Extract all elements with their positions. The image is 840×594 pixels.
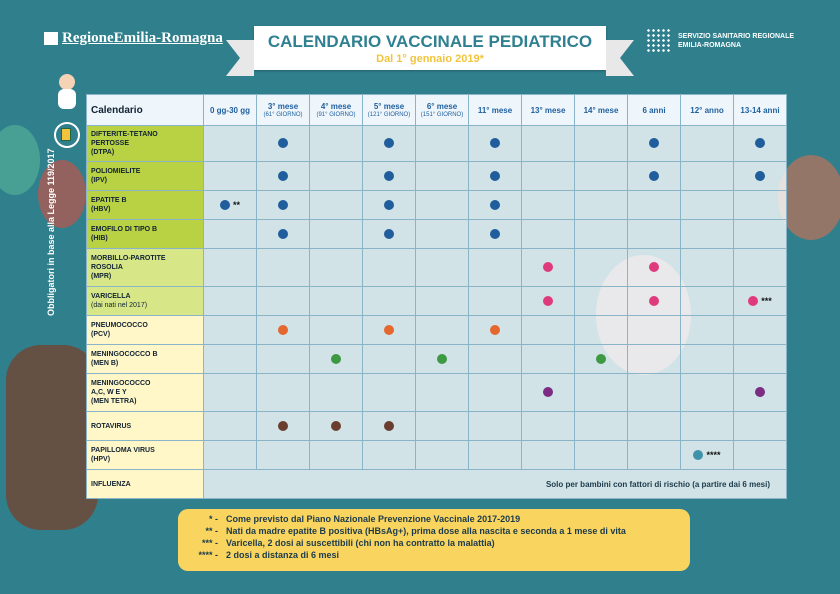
- region-logo-text: RegioneEmilia-Romagna: [62, 30, 223, 46]
- dose-dot: [384, 171, 394, 181]
- schedule-cell: [628, 287, 681, 316]
- schedule-cell: [469, 162, 522, 191]
- schedule-cell: [681, 374, 734, 412]
- schedule-cell: [363, 316, 416, 345]
- schedule-cell: [628, 249, 681, 287]
- column-label: 4° mese: [320, 102, 352, 111]
- vaccine-name-line: (HPV): [91, 456, 111, 463]
- schedule-cell: [628, 126, 681, 162]
- vaccine-name-cell: [87, 220, 204, 249]
- dose-dot: [490, 229, 500, 239]
- schedule-cell: [575, 287, 628, 316]
- vaccine-name-line: ROTAVIRUS: [91, 422, 132, 430]
- vaccine-name-line: POLIOMIELITE: [91, 168, 141, 175]
- vaccine-name-cell: [87, 287, 204, 316]
- vaccine-name-line: INFLUENZA: [91, 480, 131, 488]
- schedule-cell: [363, 162, 416, 191]
- schedule-cell: [734, 441, 787, 470]
- vaccine-name-line: EPATITE B: [91, 197, 127, 204]
- mandatory-law-label: Obbligatori in base alla Legge 119/2017: [46, 148, 56, 316]
- schedule-cell: [522, 191, 575, 220]
- schedule-cell: [522, 249, 575, 287]
- vaccine-name-line: A,C, W E Y: [91, 389, 127, 396]
- dose-dot: [490, 138, 500, 148]
- schedule-cell: [204, 287, 257, 316]
- vaccine-name-line: VARICELLA: [91, 293, 131, 300]
- schedule-cell: [575, 412, 628, 441]
- schedule-cell: [257, 249, 310, 287]
- health-service-icon: [646, 28, 672, 54]
- column-header-3: [363, 95, 416, 126]
- influenza-note: Solo per bambini con fattori di rischio (a partire dai 6 mesi): [204, 470, 787, 499]
- region-logo: [44, 30, 223, 47]
- vaccine-name-cell: [87, 470, 204, 499]
- table-row: [87, 316, 787, 345]
- schedule-cell: [310, 412, 363, 441]
- note-text: Nati da madre epatite B positiva (HBsAg+), prima dose alla nascita e seconda a 1 mese di vita: [226, 526, 626, 536]
- schedule-cell: [363, 249, 416, 287]
- vaccine-name-line: (HIB): [91, 235, 108, 242]
- health-service-line-1: SERVIZIO SANITARIO REGIONALE: [678, 33, 795, 40]
- health-service-line-2: EMILIA-ROMAGNA: [678, 42, 741, 49]
- schedule-cell: [469, 126, 522, 162]
- vaccine-name-line: EMOFILO DI TIPO B: [91, 226, 158, 233]
- column-label: 3° mese: [267, 102, 299, 111]
- schedule-cell: [257, 126, 310, 162]
- dose-dot: [278, 229, 288, 239]
- table-header-row: [87, 95, 787, 126]
- schedule-cell: [575, 249, 628, 287]
- schedule-cell: [575, 345, 628, 374]
- note-symbol: *** -: [201, 538, 218, 548]
- dose-dot: [384, 421, 394, 431]
- dose-dot: [278, 421, 288, 431]
- dose-dot: [693, 450, 703, 460]
- schedule-cell: [628, 441, 681, 470]
- schedule-cell: [204, 345, 257, 374]
- dose-dot: [331, 354, 341, 364]
- vaccine-name-line: PERTOSSE: [91, 140, 129, 147]
- schedule-cell: [416, 249, 469, 287]
- calendar-header: Calendario: [87, 95, 204, 126]
- schedule-cell: [257, 345, 310, 374]
- dose-dot: [384, 138, 394, 148]
- table-row: [87, 287, 787, 316]
- dose-dot: [755, 138, 765, 148]
- schedule-cell: [734, 412, 787, 441]
- vaccine-name-line: (MEN B): [91, 360, 119, 367]
- vaccine-name-line: (DTPA): [91, 149, 115, 156]
- schedule-cell: [469, 374, 522, 412]
- baby-icon: [56, 74, 78, 110]
- dose-dot: [649, 296, 659, 306]
- vaccine-name-cell: [87, 374, 204, 412]
- schedule-cell: [257, 287, 310, 316]
- schedule-cell: [416, 345, 469, 374]
- schedule-cell: [628, 191, 681, 220]
- table-row: [87, 441, 787, 470]
- schedule-cell: [734, 249, 787, 287]
- schedule-cell: [204, 220, 257, 249]
- schedule-cell: [734, 126, 787, 162]
- column-header-8: [628, 95, 681, 126]
- schedule-cell: [257, 412, 310, 441]
- footnote-mark: ***: [761, 295, 772, 306]
- dose-dot: [755, 387, 765, 397]
- schedule-cell: [416, 374, 469, 412]
- schedule-cell: [681, 162, 734, 191]
- schedule-cell: [575, 162, 628, 191]
- vaccine-name-line: (dai nati nel 2017): [91, 302, 148, 309]
- vaccine-name-cell: [87, 345, 204, 374]
- schedule-cell: [734, 191, 787, 220]
- page-title: CALENDARIO VACCINALE PEDIATRICO: [267, 32, 593, 51]
- note-symbol: ** -: [205, 526, 218, 536]
- schedule-cell: [204, 316, 257, 345]
- dose-dot: [437, 354, 447, 364]
- schedule-cell: [575, 126, 628, 162]
- note-row: [188, 513, 680, 525]
- schedule-cell: [363, 345, 416, 374]
- table-row: [87, 191, 787, 220]
- dose-dot: [278, 138, 288, 148]
- schedule-cell: [681, 316, 734, 345]
- schedule-cell: [628, 345, 681, 374]
- schedule-cell: [469, 316, 522, 345]
- schedule-cell: [522, 162, 575, 191]
- schedule-cell: [257, 162, 310, 191]
- schedule-cell: [363, 441, 416, 470]
- dose-dot: [220, 200, 230, 210]
- vaccine-name-line: ROSOLIA: [91, 264, 123, 271]
- footnote-mark: ****: [706, 449, 721, 460]
- schedule-cell: [416, 191, 469, 220]
- table-row: [87, 249, 787, 287]
- column-header-7: [575, 95, 628, 126]
- table-row: [87, 412, 787, 441]
- column-label: 5° mese: [373, 102, 405, 111]
- schedule-cell: [469, 249, 522, 287]
- column-label: 14° mese: [583, 105, 619, 115]
- vaccine-name-cell: [87, 249, 204, 287]
- dose-dot: [384, 200, 394, 210]
- schedule-cell: [681, 287, 734, 316]
- schedule-cell: [416, 220, 469, 249]
- vaccine-name-cell: [87, 126, 204, 162]
- schedule-cell: [734, 374, 787, 412]
- column-header-9: [681, 95, 734, 126]
- table-row: [87, 162, 787, 191]
- schedule-cell: [310, 287, 363, 316]
- background-balloon-orange: [778, 155, 840, 240]
- side-icons: [54, 74, 80, 148]
- schedule-cell: [310, 220, 363, 249]
- note-text: Varicella, 2 dosi ai suscettibili (chi non ha contratto la malattia): [226, 538, 495, 548]
- schedule-cell: [310, 191, 363, 220]
- schedule-cell: [522, 412, 575, 441]
- schedule-cell: [575, 374, 628, 412]
- vaccine-name-line: MORBILLO-PAROTITE: [91, 255, 166, 262]
- column-label: 11° mese: [477, 105, 513, 115]
- title-ribbon: [254, 26, 606, 70]
- schedule-cell: [257, 220, 310, 249]
- schedule-cell: [522, 126, 575, 162]
- schedule-cell: [734, 162, 787, 191]
- schedule-cell: [257, 316, 310, 345]
- schedule-cell: [310, 316, 363, 345]
- dose-dot: [384, 325, 394, 335]
- column-label: 6° mese: [426, 102, 458, 111]
- dose-dot: [278, 171, 288, 181]
- schedule-cell: [310, 345, 363, 374]
- schedule-cell: [310, 441, 363, 470]
- schedule-cell: [628, 412, 681, 441]
- health-service-logo: [646, 28, 794, 54]
- note-row: [188, 525, 680, 537]
- schedule-cell: [204, 126, 257, 162]
- schedule-cell: [734, 345, 787, 374]
- schedule-cell: [681, 191, 734, 220]
- schedule-cell: [681, 441, 734, 470]
- schedule-cell: [522, 287, 575, 316]
- dose-dot: [543, 296, 553, 306]
- schedule-cell: [734, 287, 787, 316]
- notes-box: [178, 509, 690, 571]
- schedule-cell: [363, 220, 416, 249]
- vaccine-name-line: DIFTERITE-TETANO: [91, 131, 158, 138]
- schedule-cell: [416, 441, 469, 470]
- table-row: [87, 220, 787, 249]
- schedule-cell: [575, 220, 628, 249]
- dose-dot: [543, 262, 553, 272]
- schedule-cell: [257, 441, 310, 470]
- vaccine-name-line: (HBV): [91, 206, 111, 213]
- column-label: 0 gg-30 gg: [209, 105, 250, 115]
- schedule-cell: [310, 162, 363, 191]
- schedule-cell: [363, 412, 416, 441]
- schedule-cell: [416, 316, 469, 345]
- schedule-cell: [628, 374, 681, 412]
- schedule-cell: [363, 191, 416, 220]
- schedule-cell: [522, 374, 575, 412]
- schedule-cell: [681, 126, 734, 162]
- dose-dot: [490, 325, 500, 335]
- schedule-cell: [575, 316, 628, 345]
- dose-dot: [755, 171, 765, 181]
- note-text: 2 dosi a distanza di 6 mesi: [226, 550, 340, 560]
- column-label: 6 anni: [642, 105, 666, 115]
- schedule-cell: [416, 162, 469, 191]
- dose-dot: [331, 421, 341, 431]
- table-row: [87, 345, 787, 374]
- dose-dot: [649, 262, 659, 272]
- column-header-4: [416, 95, 469, 126]
- note-row: [188, 549, 680, 561]
- note-symbol: **** -: [198, 550, 218, 560]
- background-bear: [6, 345, 98, 530]
- dose-dot: [649, 138, 659, 148]
- schedule-cell: [681, 345, 734, 374]
- column-sublabel: (91° GIORNO): [316, 112, 356, 118]
- schedule-cell: [628, 162, 681, 191]
- schedule-cell: [522, 316, 575, 345]
- dose-dot: [649, 171, 659, 181]
- dose-dot: [384, 229, 394, 239]
- column-sublabel: (121° GIORNO): [367, 112, 411, 118]
- region-logo-icon: [44, 32, 58, 45]
- column-header-10: [734, 95, 787, 126]
- column-label: 12° anno: [690, 105, 724, 115]
- schedule-cell: [681, 249, 734, 287]
- schedule-cell: [469, 287, 522, 316]
- schedule-cell: [681, 220, 734, 249]
- note-symbol: * -: [209, 514, 218, 524]
- vaccine-name-line: MENINGOCOCCO: [91, 380, 151, 387]
- column-label: 13° mese: [530, 105, 566, 115]
- column-header-1: [257, 95, 310, 126]
- schedule-cell: [363, 126, 416, 162]
- column-header-2: [310, 95, 363, 126]
- dose-dot: [490, 171, 500, 181]
- schedule-cell: [257, 191, 310, 220]
- schedule-cell: [469, 191, 522, 220]
- schedule-cell: [204, 191, 257, 220]
- note-text: Come previsto dal Piano Nazionale Prevenzione Vaccinale 2017-2019: [226, 514, 521, 524]
- vaccine-name-cell: [87, 412, 204, 441]
- schedule-cell: [522, 220, 575, 249]
- schedule-cell: [416, 412, 469, 441]
- dose-dot: [748, 296, 758, 306]
- schedule-cell: [204, 374, 257, 412]
- page-subtitle: Dal 1° gennaio 2019*: [376, 53, 484, 65]
- vaccine-name-line: (MPR): [91, 273, 112, 280]
- schedule-cell: [204, 162, 257, 191]
- background-balloon-green: [0, 125, 40, 195]
- schedule-cell: [204, 249, 257, 287]
- schedule-cell: [734, 220, 787, 249]
- vaccine-name-cell: [87, 162, 204, 191]
- dose-dot: [278, 200, 288, 210]
- vaccine-name-line: PAPILLOMA VIRUS: [91, 447, 155, 454]
- column-label: 13-14 anni: [740, 105, 780, 115]
- schedule-cell: [734, 316, 787, 345]
- vaccine-name-cell: [87, 191, 204, 220]
- schedule-cell: [469, 345, 522, 374]
- schedule-cell: [575, 441, 628, 470]
- schedule-cell: [310, 249, 363, 287]
- table-row: [87, 470, 787, 499]
- schedule-cell: [469, 441, 522, 470]
- footnote-mark: **: [232, 199, 240, 210]
- schedule-cell: [310, 374, 363, 412]
- schedule-cell: [363, 374, 416, 412]
- schedule-cell: [363, 287, 416, 316]
- vaccine-name-line: PNEUMOCOCCO: [91, 322, 148, 329]
- column-sublabel: (151° GIORNO): [420, 112, 464, 118]
- schedule-cell: [416, 126, 469, 162]
- dose-dot: [278, 325, 288, 335]
- vaccine-name-cell: [87, 316, 204, 345]
- schedule-cell: [681, 412, 734, 441]
- column-header-6: [522, 95, 575, 126]
- schedule-cell: [469, 220, 522, 249]
- note-row: [188, 537, 680, 549]
- vaccine-name-line: (MEN TETRA): [91, 398, 137, 405]
- dose-dot: [490, 200, 500, 210]
- schedule-cell: [522, 345, 575, 374]
- schedule-cell: [469, 412, 522, 441]
- schedule-cell: [628, 220, 681, 249]
- schedule-cell: [522, 441, 575, 470]
- schedule-cell: [257, 374, 310, 412]
- schedule-cell: [310, 126, 363, 162]
- table-row: [87, 126, 787, 162]
- column-sublabel: (61° GIORNO): [263, 112, 303, 118]
- schedule-cell: [416, 287, 469, 316]
- dose-dot: [543, 387, 553, 397]
- schedule-cell: [204, 412, 257, 441]
- vaccine-name-line: (PCV): [91, 331, 111, 338]
- vaccination-calendar-table: [86, 94, 787, 499]
- vaccine-name-line: (IPV): [91, 177, 107, 184]
- schedule-cell: [204, 441, 257, 470]
- dose-dot: [596, 354, 606, 364]
- column-header-5: [469, 95, 522, 126]
- table-row: [87, 374, 787, 412]
- schedule-cell: [628, 316, 681, 345]
- law-icon: [54, 122, 80, 148]
- vaccine-name-line: MENINGOCOCCO B: [91, 351, 158, 358]
- schedule-cell: [575, 191, 628, 220]
- vaccine-name-cell: [87, 441, 204, 470]
- column-header-0: [204, 95, 257, 126]
